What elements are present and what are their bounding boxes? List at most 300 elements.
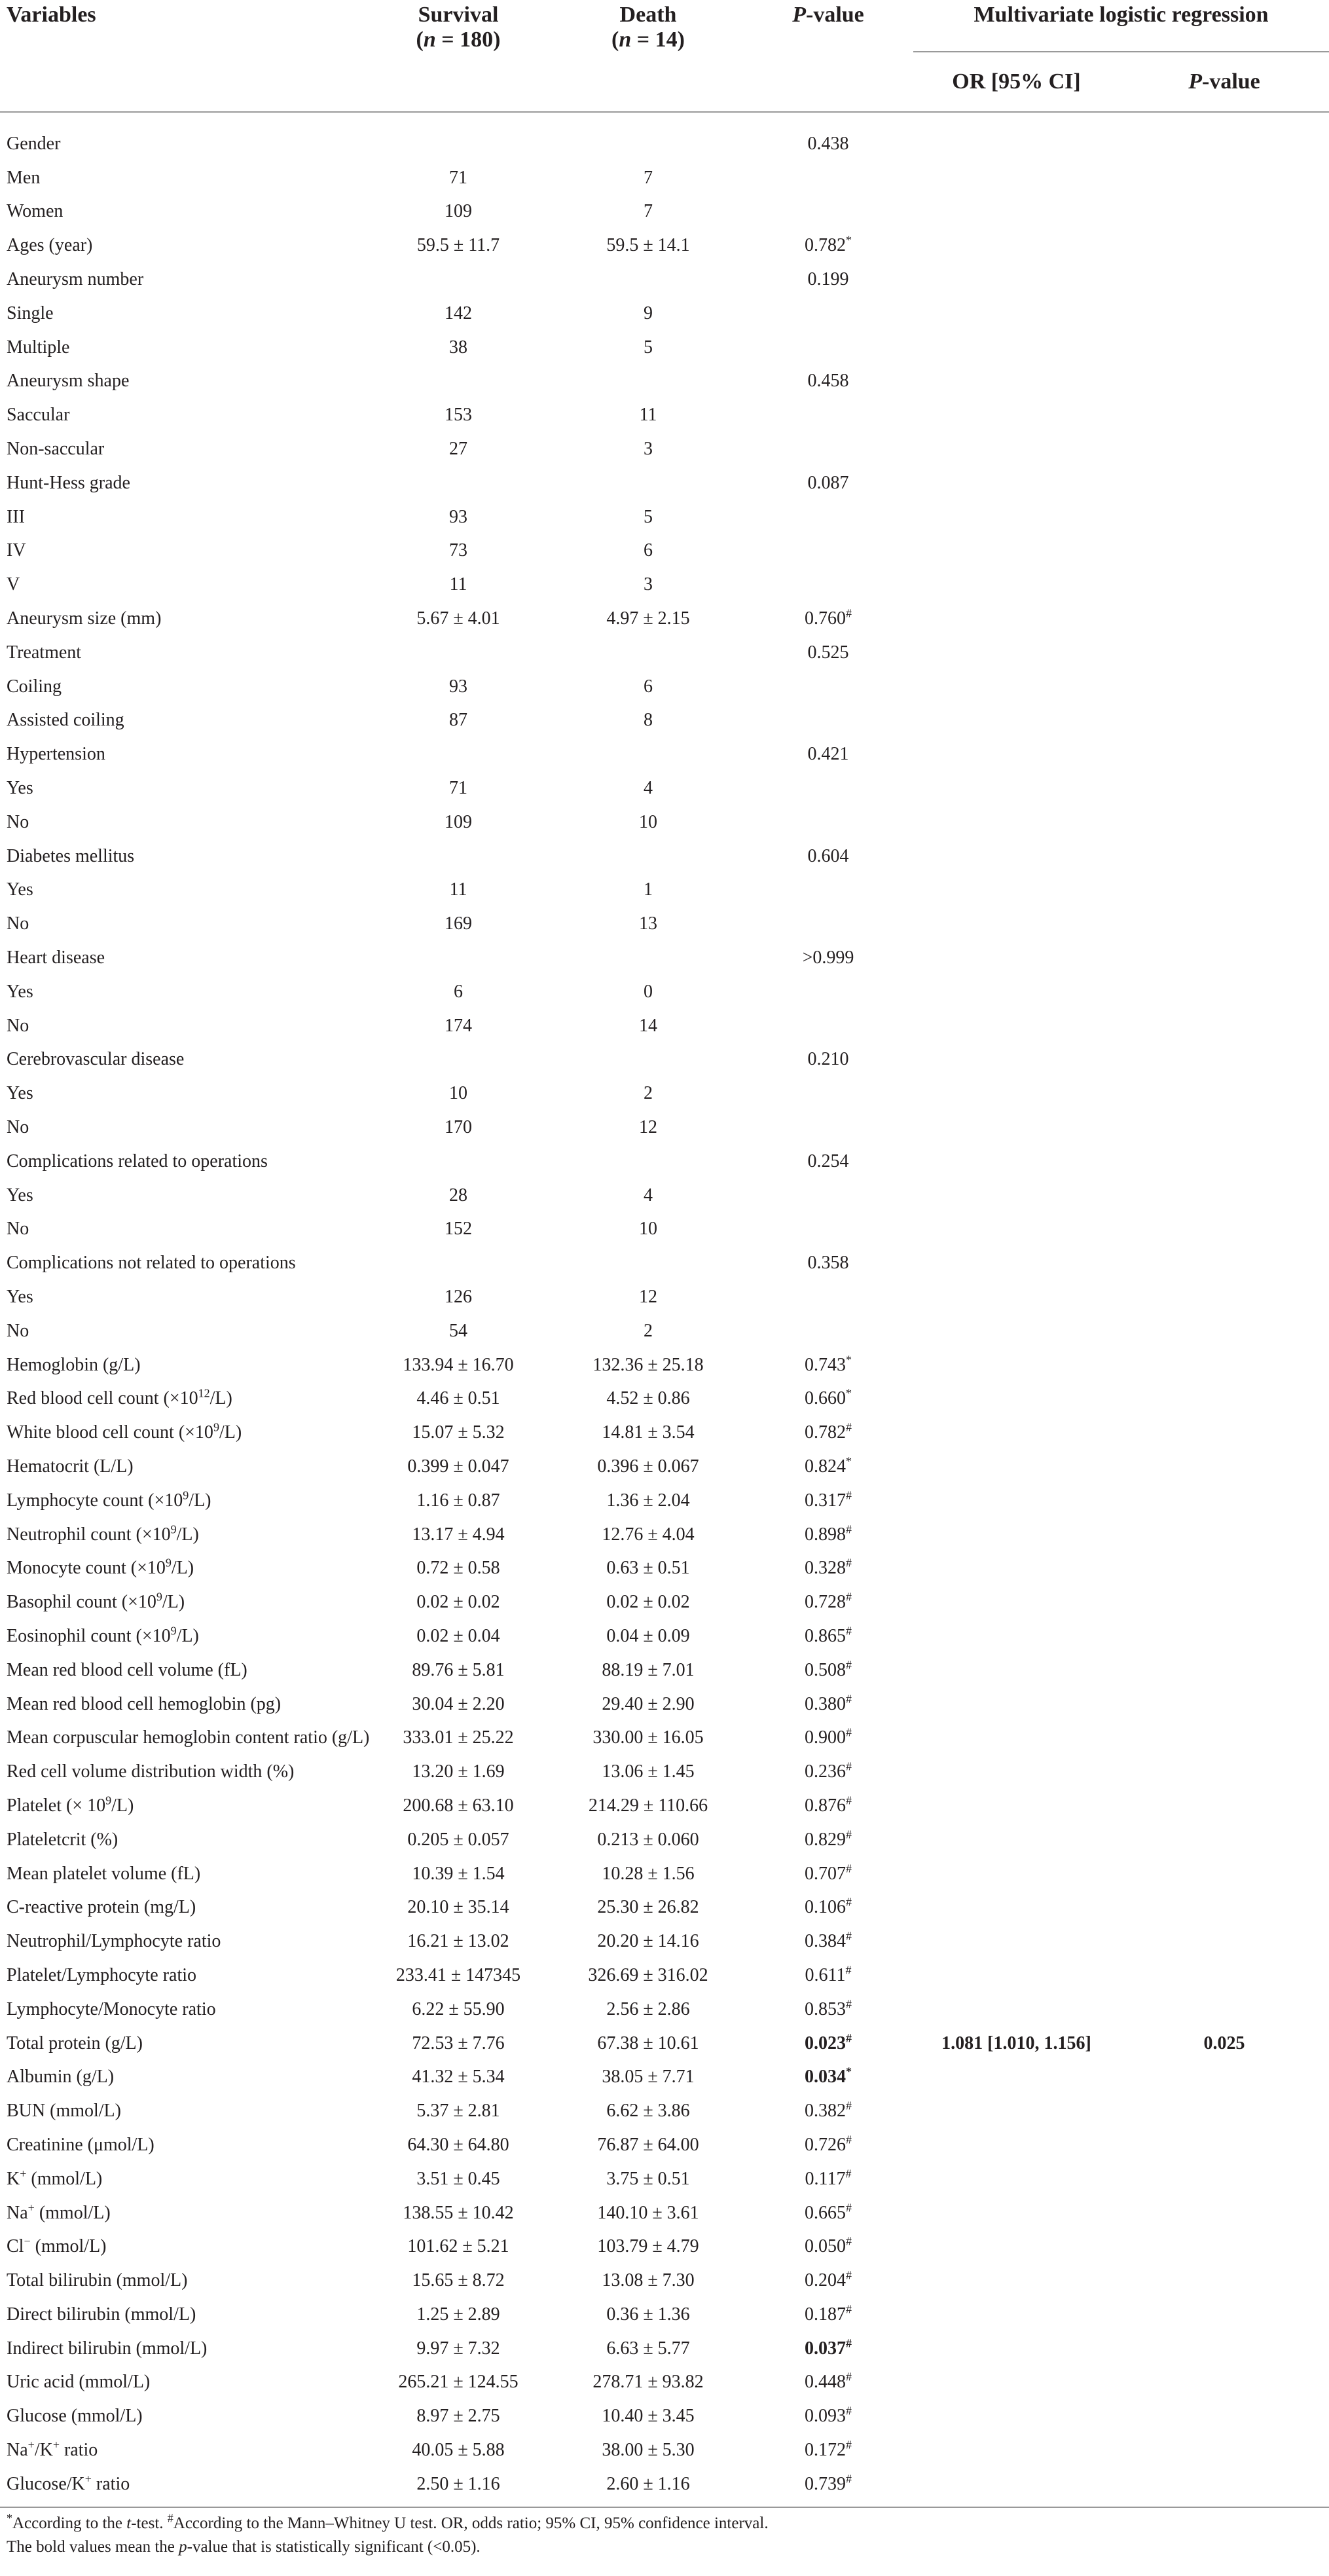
cell-or-ci bbox=[913, 1789, 1120, 1823]
cell-mlr-pvalue bbox=[1120, 1280, 1329, 1314]
text-fragment: Yes bbox=[7, 1185, 33, 1205]
cell-or-ci bbox=[913, 297, 1120, 331]
text-fragment: Platelet (× 10 bbox=[7, 1795, 106, 1816]
cell-mlr-pvalue bbox=[1120, 1619, 1329, 1653]
text-fragment: Aneurysm number bbox=[7, 269, 144, 290]
cell-or-ci bbox=[913, 874, 1120, 908]
cell-death: 0.04 ± 0.09 bbox=[606, 1625, 690, 1646]
table-row bbox=[0, 2467, 1329, 2501]
text-fragment: 0.898 bbox=[805, 1524, 846, 1545]
cell-variable bbox=[0, 2298, 363, 2332]
note2-text-a: The bold values mean the bbox=[7, 2538, 179, 2556]
text-fragment: Mean platelet volume (fL) bbox=[7, 1863, 201, 1884]
table-row bbox=[0, 127, 1329, 161]
cell-or-ci bbox=[913, 1043, 1120, 1077]
cell-death: 2 bbox=[644, 1083, 653, 1104]
cell-survival: 15.07 ± 5.32 bbox=[412, 1422, 505, 1443]
superscript: # bbox=[846, 1692, 852, 1706]
table-row bbox=[0, 1382, 1329, 1416]
cell-death: 11 bbox=[639, 405, 657, 426]
cell-mlr-pvalue bbox=[1120, 2094, 1329, 2128]
cell-pvalue bbox=[743, 737, 913, 771]
text-fragment: Hypertension bbox=[7, 744, 105, 765]
text-fragment: III bbox=[7, 506, 25, 527]
cell-or-ci bbox=[913, 2332, 1120, 2366]
text-fragment: Saccular bbox=[7, 405, 70, 426]
cell-pvalue bbox=[743, 1009, 913, 1043]
cell-or-ci bbox=[913, 2264, 1120, 2298]
table-row bbox=[0, 568, 1329, 602]
cell-or-ci bbox=[913, 1721, 1120, 1755]
cell-or-ci bbox=[913, 229, 1120, 263]
table-row bbox=[0, 1246, 1329, 1280]
cell-mlr-pvalue bbox=[1120, 1687, 1329, 1721]
table-row bbox=[0, 1959, 1329, 1993]
cell-or-ci bbox=[913, 2366, 1120, 2400]
text-fragment: /L) bbox=[209, 1388, 232, 1409]
text-fragment: 0.665 bbox=[805, 2202, 846, 2223]
cell-pvalue bbox=[743, 771, 913, 805]
table-row bbox=[0, 1755, 1329, 1789]
cell-mlr-pvalue bbox=[1120, 907, 1329, 941]
text-fragment: 0.525 bbox=[807, 642, 849, 663]
cell-variable bbox=[0, 466, 363, 500]
note-hash: # bbox=[167, 2511, 173, 2525]
table-row bbox=[0, 1721, 1329, 1755]
superscript: 9 bbox=[170, 1624, 177, 1638]
cell-death bbox=[553, 737, 743, 771]
cell-survival: 333.01 ± 25.22 bbox=[403, 1727, 514, 1748]
cell-mlr-pvalue bbox=[1120, 466, 1329, 500]
cell-pvalue bbox=[743, 1484, 913, 1518]
cell-mlr-pvalue bbox=[1120, 2399, 1329, 2433]
text-fragment: Complications related to operations bbox=[7, 1150, 268, 1171]
superscript: # bbox=[846, 1556, 852, 1570]
table-row bbox=[0, 1450, 1329, 1484]
cell-pvalue bbox=[743, 2094, 913, 2128]
text-fragment: Basophil count (×10 bbox=[7, 1592, 156, 1613]
cell-pvalue bbox=[743, 1043, 913, 1077]
table-row bbox=[0, 2128, 1329, 2162]
cell-or-ci bbox=[913, 670, 1120, 704]
cell-or-ci bbox=[913, 2399, 1120, 2433]
cell-death: 0.02 ± 0.02 bbox=[606, 1592, 690, 1613]
cell-death: 3 bbox=[644, 439, 653, 460]
table-row bbox=[0, 1009, 1329, 1043]
text-fragment: Gender bbox=[7, 133, 61, 154]
superscript: + bbox=[20, 2167, 27, 2180]
table-row bbox=[0, 2162, 1329, 2196]
cell-death bbox=[553, 941, 743, 975]
text-fragment: 0.204 bbox=[805, 2270, 846, 2291]
text-fragment: Plateletcrit (%) bbox=[7, 1829, 118, 1850]
cell-mlr-pvalue bbox=[1120, 1823, 1329, 1857]
text-fragment: Hematocrit (L/L) bbox=[7, 1456, 134, 1477]
cell-or-ci bbox=[913, 500, 1120, 534]
cell-pvalue bbox=[743, 297, 913, 331]
cell-pvalue bbox=[743, 466, 913, 500]
text-fragment: 0.210 bbox=[807, 1049, 849, 1070]
text-fragment: Lymphocyte/Monocyte ratio bbox=[7, 1998, 216, 2019]
table-row bbox=[0, 1145, 1329, 1179]
cell-survival: 54 bbox=[449, 1320, 467, 1341]
cell-mlr-pvalue bbox=[1120, 398, 1329, 432]
cell-or-ci bbox=[913, 2467, 1120, 2501]
table-row bbox=[0, 1653, 1329, 1687]
table-row bbox=[0, 1416, 1329, 1450]
table-row bbox=[0, 1348, 1329, 1382]
cell-mlr-pvalue bbox=[1120, 2060, 1329, 2094]
text-fragment: IV bbox=[7, 540, 26, 561]
cell-variable bbox=[0, 1993, 363, 2027]
cell-pvalue bbox=[743, 1246, 913, 1280]
cell-survival bbox=[363, 466, 553, 500]
text-fragment: Lymphocyte count (×10 bbox=[7, 1490, 183, 1511]
cell-or-ci bbox=[913, 1280, 1120, 1314]
cell-pvalue bbox=[743, 1653, 913, 1687]
text-fragment: 0.728 bbox=[805, 1592, 846, 1613]
cell-or-ci bbox=[913, 534, 1120, 568]
table-row bbox=[0, 534, 1329, 568]
text-fragment: No bbox=[7, 1117, 29, 1137]
text-fragment: (mmol/L) bbox=[30, 2236, 107, 2257]
text-fragment: 0.117 bbox=[805, 2168, 846, 2189]
text-fragment: Red blood cell count (×10 bbox=[7, 1388, 198, 1409]
superscript: # bbox=[846, 2472, 852, 2486]
cell-mlr-pvalue bbox=[1120, 1450, 1329, 1484]
cell-death: 2.60 ± 1.16 bbox=[606, 2473, 690, 2494]
cell-pvalue bbox=[743, 1416, 913, 1450]
cell-survival: 20.10 ± 35.14 bbox=[407, 1897, 509, 1918]
text-fragment: 0.760 bbox=[805, 608, 846, 629]
cell-pvalue bbox=[743, 1518, 913, 1552]
text-fragment: 0.782 bbox=[805, 235, 846, 256]
cell-variable bbox=[0, 975, 363, 1009]
cell-or-ci bbox=[913, 1890, 1120, 1924]
text-fragment: (mmol/L) bbox=[26, 2168, 103, 2189]
notes-divider bbox=[0, 2507, 1329, 2508]
cell-death: 5 bbox=[644, 506, 653, 527]
cell-survival bbox=[363, 636, 553, 670]
cell-death: 14 bbox=[639, 1015, 657, 1036]
cell-variable bbox=[0, 1518, 363, 1552]
superscript: * bbox=[846, 2065, 852, 2078]
cell-variable bbox=[0, 500, 363, 534]
text-fragment: 0.604 bbox=[807, 845, 849, 866]
cell-survival bbox=[363, 263, 553, 297]
text-fragment: Yes bbox=[7, 879, 33, 900]
text-fragment: Cl bbox=[7, 2236, 24, 2257]
cell-variable bbox=[0, 1213, 363, 1247]
text-fragment: 0.093 bbox=[805, 2406, 846, 2427]
superscript: # bbox=[846, 606, 852, 620]
table-row bbox=[0, 2264, 1329, 2298]
cell-or-ci bbox=[913, 2298, 1120, 2332]
cell-death bbox=[553, 1145, 743, 1179]
cell-variable bbox=[0, 2027, 363, 2061]
cell-death: 88.19 ± 7.01 bbox=[602, 1659, 695, 1680]
text-fragment: 0.900 bbox=[805, 1727, 846, 1748]
cell-mlr-pvalue bbox=[1120, 297, 1329, 331]
cell-pvalue bbox=[743, 1789, 913, 1823]
superscript: * bbox=[846, 1353, 852, 1367]
cell-pvalue bbox=[743, 670, 913, 704]
cell-pvalue bbox=[743, 229, 913, 263]
cell-death: 13.08 ± 7.30 bbox=[602, 2270, 695, 2291]
cell-mlr-pvalue bbox=[1120, 229, 1329, 263]
table-row bbox=[0, 2433, 1329, 2467]
cell-or-ci bbox=[913, 331, 1120, 365]
table-row bbox=[0, 1551, 1329, 1585]
cell-or-ci bbox=[913, 1993, 1120, 2027]
cell-variable bbox=[0, 1890, 363, 1924]
text-fragment: Men bbox=[7, 167, 41, 188]
superscript: + bbox=[27, 2201, 35, 2215]
cell-pvalue bbox=[743, 263, 913, 297]
superscript: 9 bbox=[156, 1590, 162, 1604]
cell-variable bbox=[0, 432, 363, 466]
cell-death: 6 bbox=[644, 676, 653, 697]
text-fragment: Eosinophil count (×10 bbox=[7, 1625, 171, 1646]
cell-or-ci bbox=[913, 737, 1120, 771]
cell-or-ci bbox=[913, 1179, 1120, 1213]
cell-variable bbox=[0, 2196, 363, 2230]
text-fragment: V bbox=[7, 574, 20, 595]
cell-pvalue bbox=[743, 2027, 913, 2061]
cell-variable bbox=[0, 1314, 363, 1348]
cell-pvalue bbox=[743, 2399, 913, 2433]
text-fragment: Glucose/K bbox=[7, 2473, 85, 2494]
text-fragment: No bbox=[7, 1015, 29, 1036]
cell-variable bbox=[0, 602, 363, 636]
cell-or-ci bbox=[913, 1653, 1120, 1687]
table-row bbox=[0, 2230, 1329, 2264]
cell-pvalue bbox=[743, 1857, 913, 1891]
text-fragment: Heart disease bbox=[7, 948, 105, 968]
cell-death bbox=[553, 1246, 743, 1280]
cell-variable bbox=[0, 1551, 363, 1585]
table-row bbox=[0, 1280, 1329, 1314]
cell-survival: 11 bbox=[449, 574, 467, 595]
cell-death: 12.76 ± 4.04 bbox=[602, 1524, 695, 1545]
cell-mlr-pvalue bbox=[1120, 2332, 1329, 2366]
superscript: # bbox=[846, 1522, 852, 1536]
cell-pvalue bbox=[743, 1179, 913, 1213]
table-row bbox=[0, 670, 1329, 704]
cell-survival: 71 bbox=[449, 778, 467, 799]
text-fragment: White blood cell count (×10 bbox=[7, 1422, 213, 1443]
cell-variable bbox=[0, 839, 363, 874]
cell-survival: 1.16 ± 0.87 bbox=[416, 1490, 500, 1511]
text-fragment: Mean red blood cell hemoglobin (pg) bbox=[7, 1693, 282, 1714]
cell-mlr-pvalue bbox=[1120, 1111, 1329, 1145]
cell-survival: 138.55 ± 10.42 bbox=[403, 2202, 514, 2223]
cell-death: 9 bbox=[644, 303, 653, 323]
cell-pvalue bbox=[743, 874, 913, 908]
table-row bbox=[0, 2298, 1329, 2332]
cell-mlr-pvalue bbox=[1120, 1484, 1329, 1518]
cell-survival: 93 bbox=[449, 676, 467, 697]
cell-variable bbox=[0, 568, 363, 602]
cell-mlr-pvalue bbox=[1120, 1076, 1329, 1111]
cell-survival: 6.22 ± 55.90 bbox=[412, 1998, 505, 2019]
cell-pvalue bbox=[743, 805, 913, 839]
cell-survival: 28 bbox=[449, 1185, 467, 1205]
cell-mlr-pvalue bbox=[1120, 1890, 1329, 1924]
cell-survival: 142 bbox=[445, 303, 472, 323]
text-fragment: Hunt-Hess grade bbox=[7, 472, 130, 493]
cell-variable bbox=[0, 907, 363, 941]
superscript: − bbox=[24, 2234, 31, 2248]
text-fragment: ratio bbox=[59, 2440, 98, 2461]
cell-variable bbox=[0, 263, 363, 297]
header-mlr-pvalue: P-value bbox=[1120, 52, 1329, 112]
table-row bbox=[0, 636, 1329, 670]
text-fragment: Yes bbox=[7, 778, 33, 799]
cell-death bbox=[553, 263, 743, 297]
table-row bbox=[0, 1619, 1329, 1653]
cell-death: 0.213 ± 0.060 bbox=[597, 1829, 699, 1850]
text-fragment: 0.448 bbox=[805, 2372, 846, 2393]
cell-mlr-pvalue bbox=[1120, 1348, 1329, 1382]
text-fragment: Neutrophil count (×10 bbox=[7, 1524, 171, 1545]
cell-pvalue bbox=[743, 1076, 913, 1111]
text-fragment: Complications not related to operations bbox=[7, 1253, 296, 1274]
table-row bbox=[0, 229, 1329, 263]
cell-variable bbox=[0, 1924, 363, 1959]
cell-pvalue bbox=[743, 907, 913, 941]
cell-variable bbox=[0, 805, 363, 839]
cell-pvalue bbox=[743, 2060, 913, 2094]
cell-pvalue bbox=[743, 1314, 913, 1348]
cell-or-ci bbox=[913, 1484, 1120, 1518]
superscript: # bbox=[846, 1726, 852, 1740]
cell-death: 7 bbox=[644, 201, 653, 222]
cell-survival: 101.62 ± 5.21 bbox=[407, 2236, 509, 2257]
cell-survival: 133.94 ± 16.70 bbox=[403, 1354, 514, 1375]
cell-variable bbox=[0, 2433, 363, 2467]
cell-death: 0.396 ± 0.067 bbox=[597, 1456, 699, 1477]
text-fragment: Albumin (g/L) bbox=[7, 2067, 115, 2088]
header-or-ci: OR [95% CI] bbox=[913, 52, 1120, 112]
cell-or-ci bbox=[913, 365, 1120, 399]
cell-or-ci bbox=[913, 1619, 1120, 1653]
cell-or-ci bbox=[913, 907, 1120, 941]
text-fragment: Monocyte count (×10 bbox=[7, 1558, 166, 1579]
cell-variable bbox=[0, 1619, 363, 1653]
cell-mlr-pvalue bbox=[1120, 636, 1329, 670]
cell-survival: 152 bbox=[445, 1219, 472, 1240]
superscript: # bbox=[846, 2234, 852, 2248]
cell-survival: 0.02 ± 0.04 bbox=[416, 1625, 500, 1646]
text-fragment: No bbox=[7, 913, 29, 934]
text-fragment: 0.660 bbox=[805, 1388, 846, 1409]
text-fragment: /L) bbox=[111, 1795, 134, 1816]
text-fragment: Total bilirubin (mmol/L) bbox=[7, 2270, 188, 2291]
cell-variable bbox=[0, 2366, 363, 2400]
header-death-n: (n = 14) bbox=[611, 28, 685, 52]
cell-or-ci bbox=[913, 805, 1120, 839]
cell-death: 214.29 ± 110.66 bbox=[588, 1795, 708, 1816]
cell-or-ci bbox=[913, 2060, 1120, 2094]
superscript: # bbox=[845, 2167, 852, 2180]
cell-pvalue bbox=[743, 1687, 913, 1721]
cell-pvalue bbox=[743, 1619, 913, 1653]
cell-mlr-pvalue bbox=[1120, 2230, 1329, 2264]
cell-or-ci bbox=[913, 568, 1120, 602]
table-row bbox=[0, 331, 1329, 365]
text-fragment: 0.853 bbox=[805, 1998, 846, 2019]
table-row bbox=[0, 874, 1329, 908]
text-fragment: 0.037 bbox=[805, 2338, 846, 2359]
cell-variable bbox=[0, 1043, 363, 1077]
cell-or-ci bbox=[913, 1314, 1120, 1348]
cell-survival bbox=[363, 941, 553, 975]
superscript: * bbox=[846, 1387, 852, 1401]
cell-survival: 5.37 ± 2.81 bbox=[416, 2101, 500, 2122]
text-fragment: 0.782 bbox=[805, 1422, 846, 1443]
cell-mlr-pvalue bbox=[1120, 195, 1329, 229]
cell-mlr-pvalue bbox=[1120, 1585, 1329, 1619]
table-body bbox=[0, 112, 1329, 2501]
superscript: # bbox=[846, 2336, 852, 2350]
cell-or-ci bbox=[913, 1213, 1120, 1247]
cell-mlr-pvalue bbox=[1120, 568, 1329, 602]
cell-variable bbox=[0, 1348, 363, 1382]
cell-death: 20.20 ± 14.16 bbox=[597, 1931, 699, 1952]
cell-variable bbox=[0, 1823, 363, 1857]
cell-mlr-pvalue bbox=[1120, 1009, 1329, 1043]
text-fragment: 0.317 bbox=[805, 1490, 846, 1511]
cell-death: 2.56 ± 2.86 bbox=[606, 1998, 690, 2019]
cell-pvalue bbox=[743, 1213, 913, 1247]
text-fragment: Multiple bbox=[7, 337, 70, 358]
cell-mlr-pvalue bbox=[1120, 161, 1329, 195]
cell-mlr-pvalue bbox=[1120, 839, 1329, 874]
text-fragment: BUN (mmol/L) bbox=[7, 2101, 121, 2122]
cell-pvalue bbox=[743, 1890, 913, 1924]
cell-death: 1.36 ± 2.04 bbox=[606, 1490, 690, 1511]
table-spacer bbox=[0, 112, 1329, 127]
cell-mlr-pvalue bbox=[1120, 1314, 1329, 1348]
cell-variable bbox=[0, 1484, 363, 1518]
cell-variable bbox=[0, 771, 363, 805]
cell-or-ci bbox=[913, 466, 1120, 500]
cell-pvalue bbox=[743, 602, 913, 636]
cell-survival: 4.46 ± 0.51 bbox=[416, 1388, 500, 1409]
cell-pvalue bbox=[743, 2230, 913, 2264]
cell-mlr-pvalue bbox=[1120, 2264, 1329, 2298]
cell-or-ci bbox=[913, 704, 1120, 738]
cell-survival: 16.21 ± 13.02 bbox=[407, 1931, 509, 1952]
cell-variable bbox=[0, 704, 363, 738]
cell-mlr-pvalue bbox=[1120, 534, 1329, 568]
text-fragment: 0.384 bbox=[805, 1931, 846, 1952]
text-fragment: Coiling bbox=[7, 676, 62, 697]
superscript: + bbox=[27, 2438, 35, 2452]
cell-death: 4 bbox=[644, 1185, 653, 1205]
cell-survival: 0.02 ± 0.02 bbox=[416, 1592, 500, 1613]
cell-pvalue bbox=[743, 1959, 913, 1993]
cell-death: 6.62 ± 3.86 bbox=[606, 2101, 690, 2122]
cell-mlr-pvalue bbox=[1120, 1246, 1329, 1280]
superscript: # bbox=[846, 1828, 852, 1841]
cell-pvalue bbox=[743, 1382, 913, 1416]
cell-pvalue bbox=[743, 704, 913, 738]
cell-survival: 1.25 ± 2.89 bbox=[416, 2304, 500, 2325]
text-fragment: No bbox=[7, 1320, 29, 1341]
cell-or-ci bbox=[913, 1145, 1120, 1179]
